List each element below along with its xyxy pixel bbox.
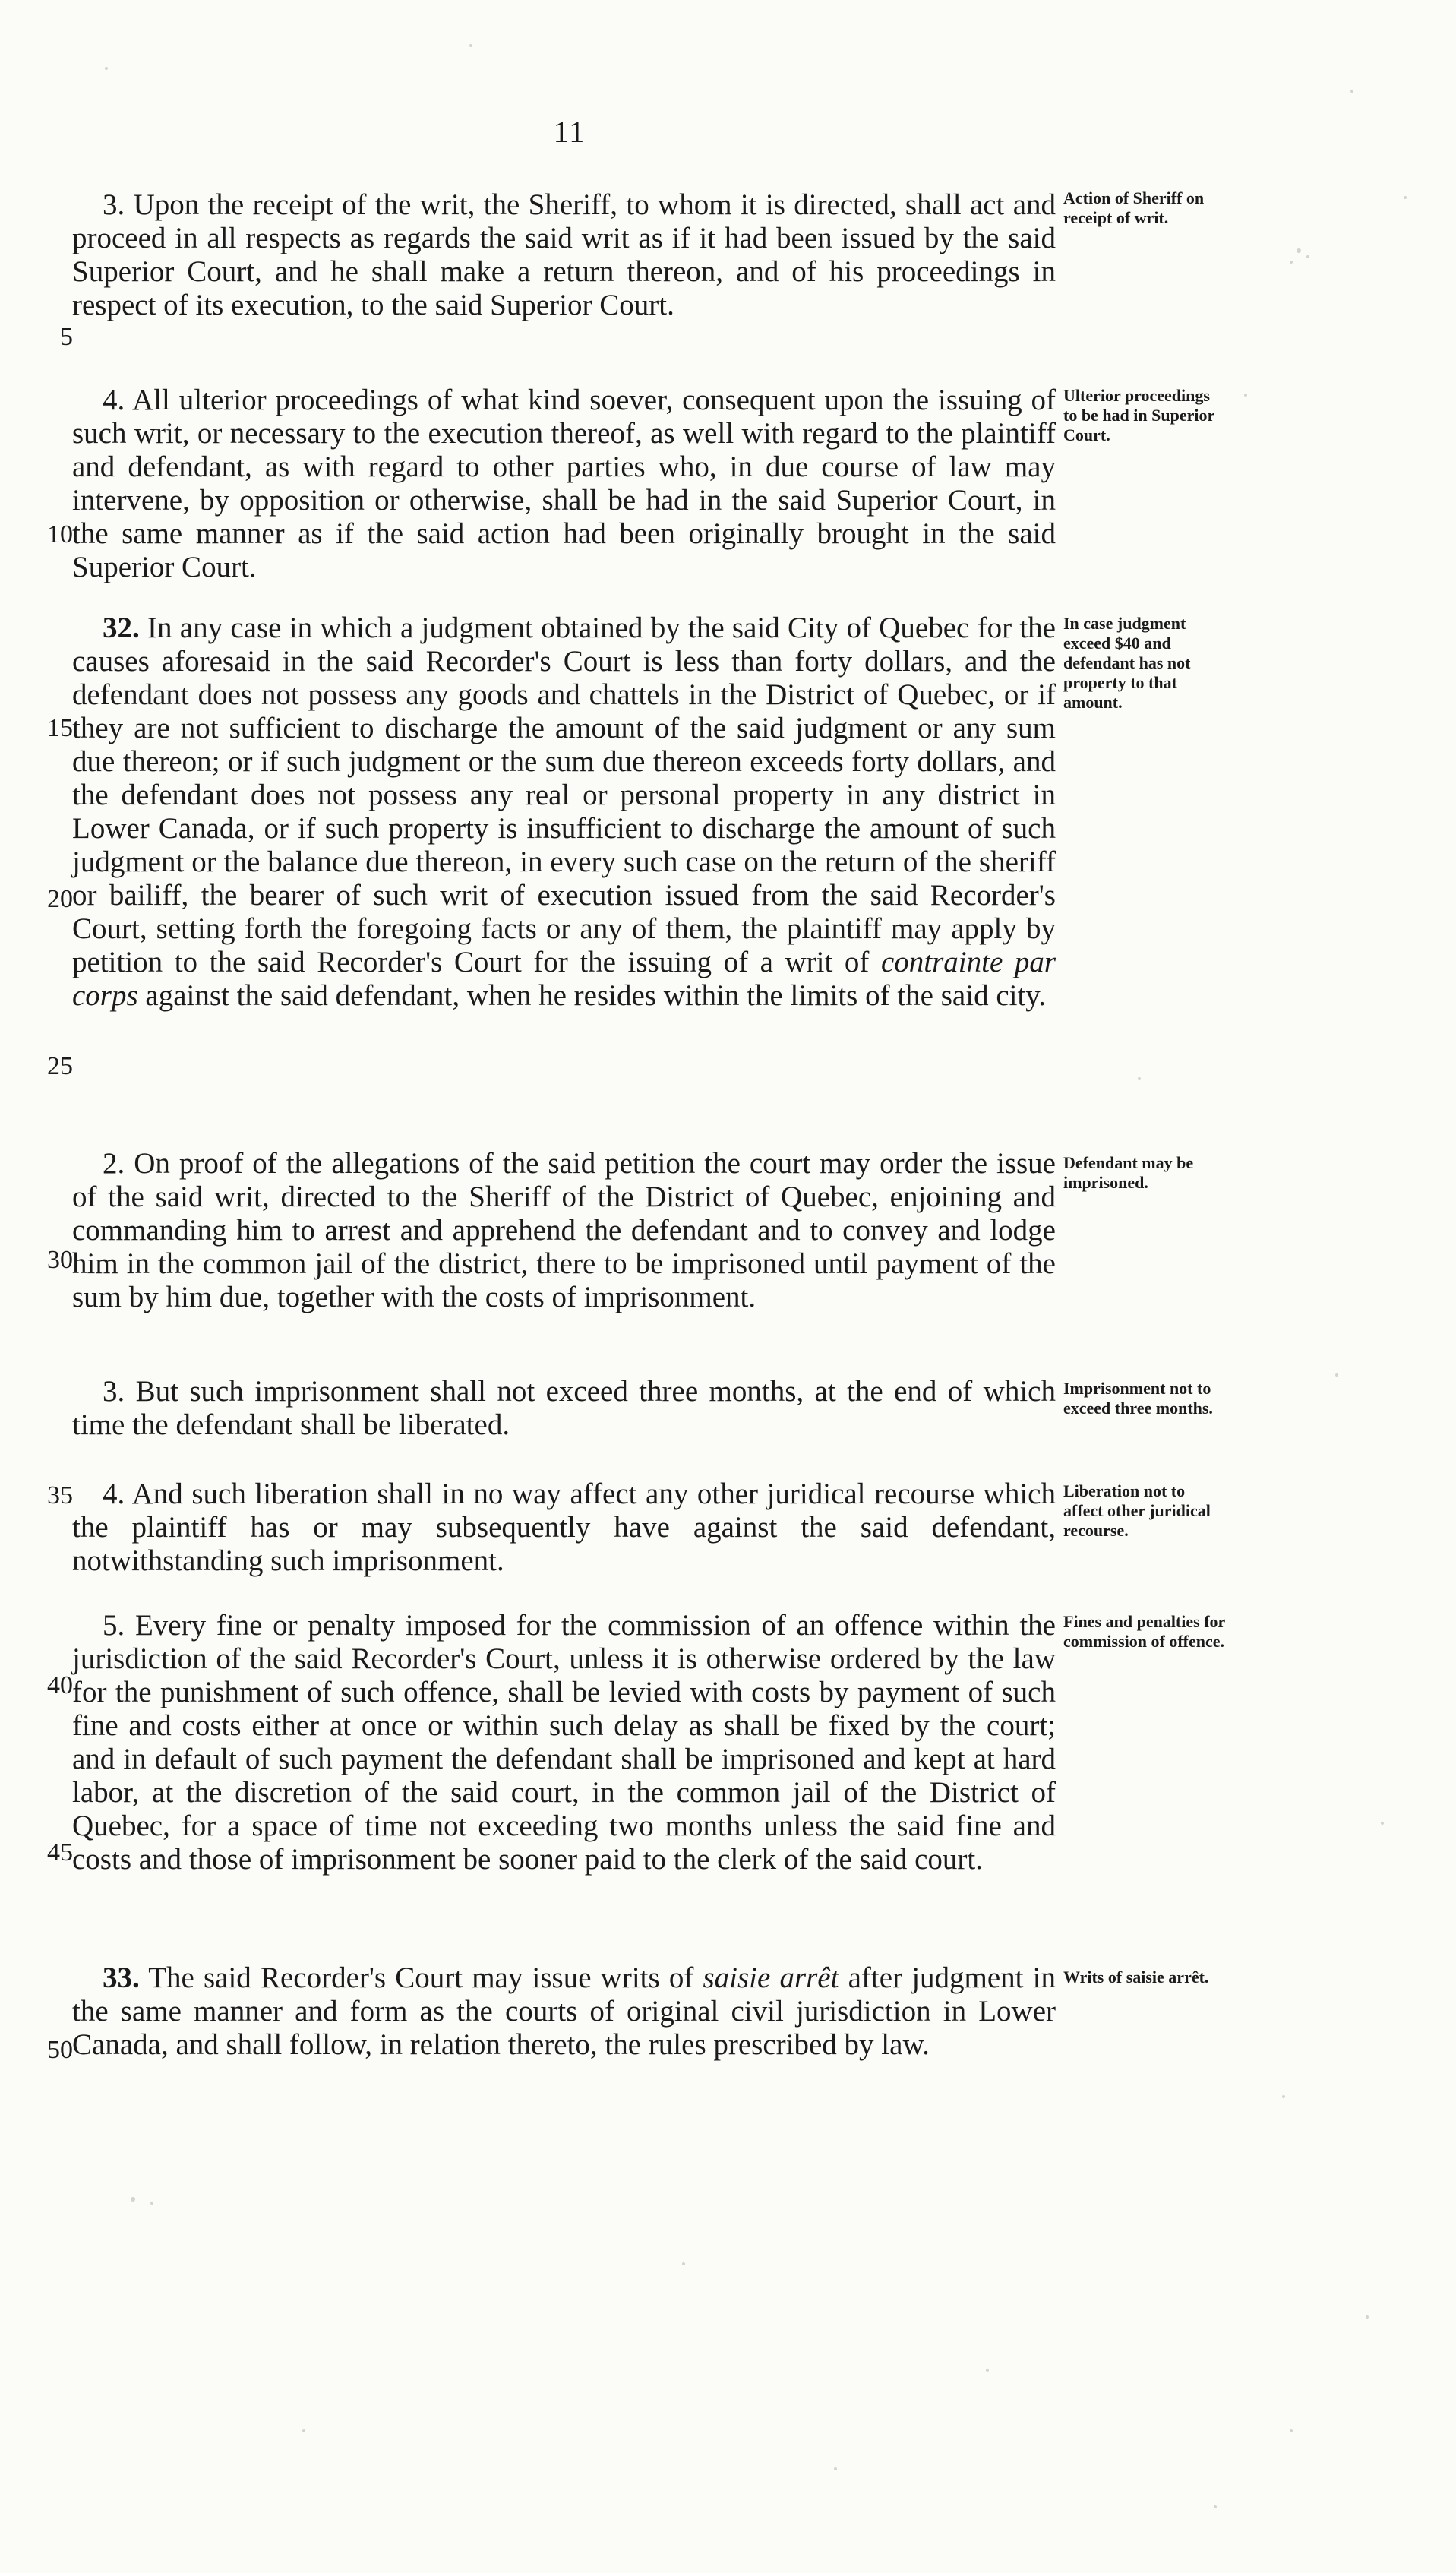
- margin-note-defendant-imprisoned: Defendant may be imprisoned.: [1063, 1153, 1194, 1192]
- paragraph-33: [72, 1961, 1056, 2062]
- paragraph-text: The said Recorder's Court may issue writs of: [139, 1961, 703, 1994]
- paragraph-31-4: [72, 384, 1056, 584]
- margin-note-action-of-sheriff: Action of Sheriff on receipt of writ.: [1063, 188, 1205, 227]
- section-number: 32.: [103, 612, 140, 644]
- line-number: 20: [47, 885, 73, 913]
- margin-note-fines-penalties: Fines and penalties for commission of offence.: [1063, 1612, 1225, 1651]
- line-number: 30: [47, 1246, 73, 1274]
- line-number: 15: [47, 714, 73, 742]
- line-number: 40: [47, 1671, 73, 1699]
- margin-note-saisie-arret: Writs of saisie arrêt.: [1063, 1968, 1209, 1987]
- paragraph-text: 4. And such liberation shall in no way affect any other juridical recourse which the plaintiff has or may subsequently have against the said defendant, notwithstanding such imprisonment.: [72, 1478, 1056, 1577]
- margin-note-imprisonment-limit: Imprisonment not to exceed three months.: [1063, 1379, 1213, 1418]
- paragraph-text: 3. Upon the receipt of the writ, the Sheriff, to whom it is directed, shall act and proceed in all respects as regards the said writ as if it had been issued by the said Superior Court, and he shall make a return thereon, and of his proceedings in respect of its execution, to the said Superior Court.: [72, 188, 1056, 321]
- paragraph-32-4: [72, 1478, 1056, 1578]
- margin-note-judgment-exceed: In case judgment exceed $40 and defendant has not property to that amount.: [1063, 614, 1191, 712]
- line-number: 10: [47, 520, 73, 548]
- line-number: 35: [47, 1481, 73, 1509]
- line-number: 45: [47, 1838, 73, 1867]
- section-number: 33.: [103, 1961, 140, 1994]
- paragraph-text-after: after judgment in the same manner and form as the courts of original civil jurisdiction in Lower Canada, and shall follow, in relation thereto, the rules prescribed by law.: [72, 1961, 1056, 2061]
- page-number: 11: [553, 115, 586, 149]
- paragraph-31-3: [72, 188, 1056, 322]
- italic-term: saisie arrêt: [703, 1961, 839, 1994]
- paragraph-32-5: [72, 1609, 1056, 1876]
- line-number: 25: [47, 1052, 73, 1080]
- paragraph-text: 5. Every fine or penalty imposed for the commission of an offence within the jurisdiction of the said Recorder's Court, unless it is otherwise ordered by the law for the punishment of such offence, shall be levied with costs by payment of such fine and costs either at once or within such delay as shall be fixed by the court; and in default of such payment the defendant shall be imprisoned and kept at hard labor, at the discretion of the said court, in the common jail of the District of Quebec, for a space of time not exceeding two months unless the said fine and costs and those of imprisonment be sooner paid to the clerk of the said court.: [72, 1609, 1056, 1876]
- paragraph-32-2: [72, 1147, 1056, 1314]
- paragraph-text-after: against the said defendant, when he resides within the limits of the said city.: [137, 979, 1047, 1012]
- paragraph-text: In any case in which a judgment obtained by the said City of Quebec for the causes aforesaid in the said Recorder's Court is less than forty dollars, and the defendant does not possess any goods and chattels in the District of Quebec, or if they are not sufficient to discharge the amount of the said judgment or any sum due thereon; or if such judgment or the sum due thereon exceeds forty dollars, and the defendant does not possess any real or personal property in any district in Lower Canada, or if such property is insufficient to discharge the amount of such judgment or the balance due thereon, in every such case on the return of the sheriff or bailiff, the bearer of such writ of execution issued from the said Recorder's Court, setting forth the foregoing facts or any of them, the plaintiff may apply by petition to the said Recorder's Court for the issuing of a writ of: [72, 612, 1056, 978]
- paragraph-32-3: [72, 1375, 1056, 1442]
- italic-term: contrainte par corps: [72, 946, 1056, 1012]
- line-number: 50: [47, 2036, 73, 2064]
- paragraph-text: 3. But such imprisonment shall not exceed three months, at the end of which time the defendant shall be liberated.: [72, 1375, 1056, 1441]
- line-number: 5: [60, 323, 73, 351]
- paragraph-text: 2. On proof of the allegations of the said petition the court may order the issue of the said writ, directed to the Sheriff of the District of Quebec, enjoining and commanding him to arrest and apprehend the defendant and to convey and lodge him in the common jail of the district, there to be imprisoned until payment of the sum by him due, together with the costs of imprisonment.: [72, 1147, 1056, 1313]
- margin-note-ulterior-proceedings: Ulterior proceedings to be had in Superior Court.: [1063, 386, 1214, 444]
- paragraph-text: 4. All ulterior proceedings of what kind soever, consequent upon the issuing of such writ, or necessary to the execution thereof, as well with regard to the plaintiff and defendant, as with regard to other parties who, in due course of law may intervene, by opposition or otherwise, shall be had in the said Superior Court, in the same manner as if the said action had been originally brought in the said Superior Court.: [72, 384, 1056, 583]
- margin-note-liberation: Liberation not to affect other juridical recourse.: [1063, 1481, 1211, 1540]
- paragraph-32: [72, 612, 1056, 1013]
